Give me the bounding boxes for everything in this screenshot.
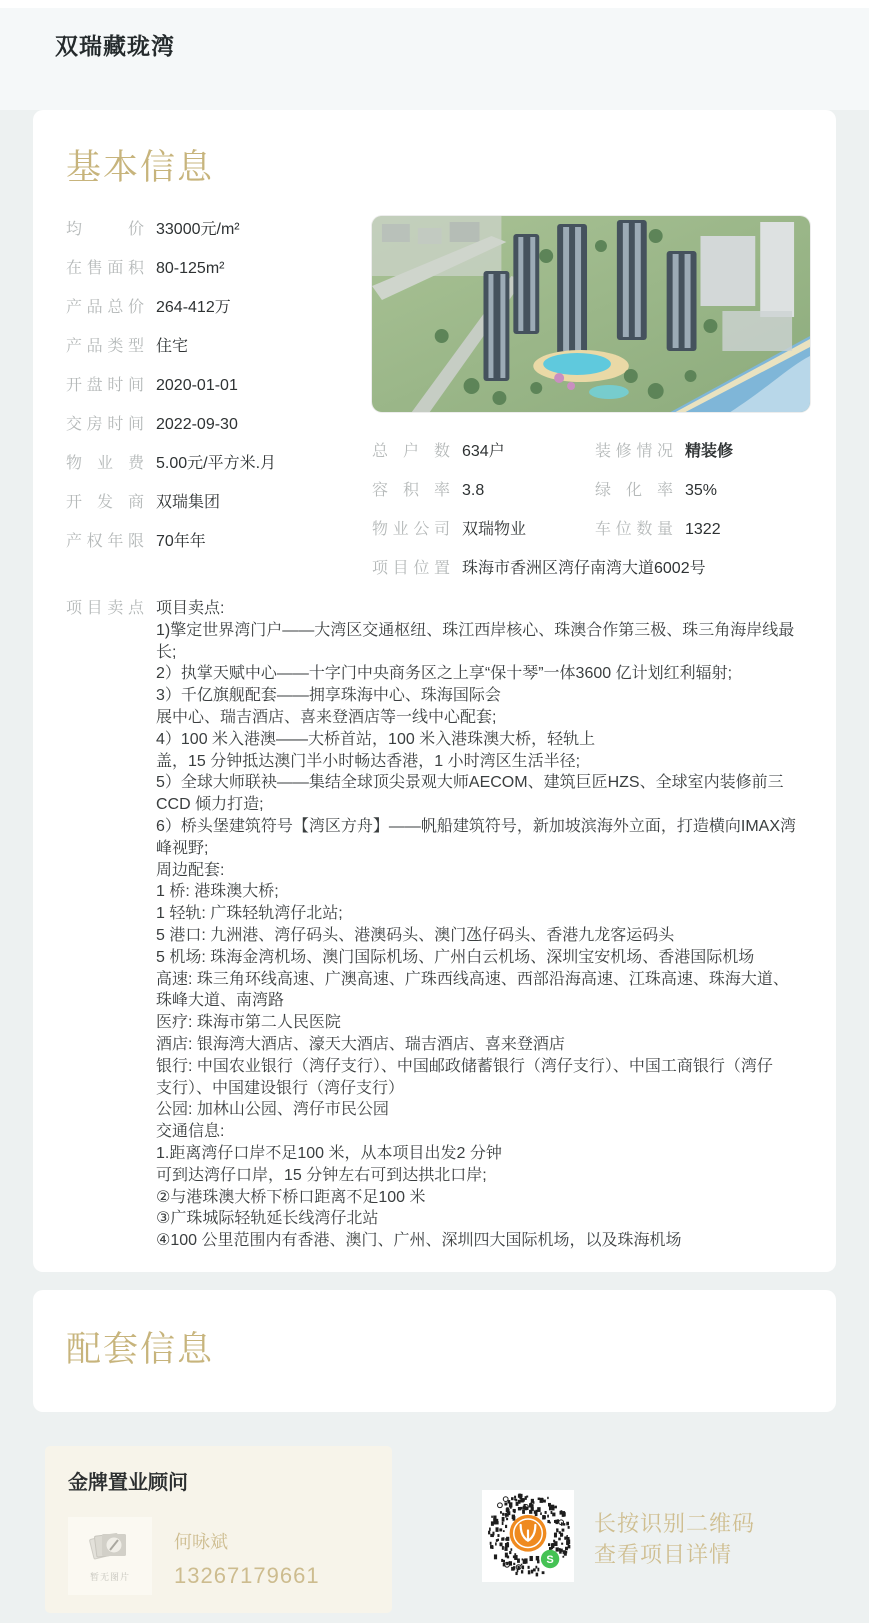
selling-point-line: 周边配套: <box>156 861 225 879</box>
selling-points-text <box>156 598 818 1252</box>
consultant-section <box>45 1446 869 1613</box>
selling-point-line: ②与港珠澳大桥下桥口距离不足100 米 <box>156 1188 426 1206</box>
selling-point-line: 5）全球大师联袂——集结全球顶尖景观大师AECOM、建筑巨匠HZS、全球室内装修前三 <box>156 774 784 792</box>
field-row <box>66 216 372 239</box>
field-label: 产权年限 <box>66 533 144 550</box>
field-row <box>66 411 372 434</box>
selling-points-label: 项目卖点 <box>66 600 144 617</box>
field-value: 住宅 <box>156 338 189 355</box>
selling-point-line: 1)擎定世界湾门户——大湾区交通枢纽、珠江西岸核心、珠澳合作第三极、珠三角海岸线最 <box>156 621 795 639</box>
field-row <box>595 477 810 500</box>
field-value: 2022-09-30 <box>156 416 238 433</box>
svg-text:S: S <box>546 1554 554 1567</box>
field-row <box>66 489 372 512</box>
page-header <box>0 8 869 110</box>
field-row <box>595 438 810 461</box>
consultant-heading: 金牌置业顾问 <box>68 1471 188 1494</box>
field-row <box>66 450 372 473</box>
field-label: 容积率 <box>372 482 450 499</box>
field-label: 装修情况 <box>595 443 673 460</box>
selling-point-line: 5 港口: 九洲港、湾仔码头、港澳码头、澳门氹仔码头、香港九龙客运码头 <box>156 926 675 944</box>
field-value: 634户 <box>462 443 505 460</box>
field-row <box>66 294 372 317</box>
selling-point-line: 3）千亿旗舰配套——拥享珠海中心、珠海国际会 <box>156 687 501 705</box>
consultant-phone[interactable]: 13267179661 <box>174 1562 320 1588</box>
field-value: 33000元/m² <box>156 221 240 238</box>
qr-code[interactable] <box>482 1490 574 1582</box>
field-row <box>66 333 372 356</box>
selling-point-line: 支行）、中国建设银行（湾仔支行） <box>156 1079 405 1097</box>
selling-point-line: 可到达湾仔口岸，15 分钟左右可到达拱北口岸; <box>156 1166 487 1184</box>
selling-point-line: 5 机场: 珠海金湾机场、澳门国际机场、广州白云机场、深圳宝安机场、香港国际机场 <box>156 948 755 966</box>
field-value: 3.8 <box>462 482 485 499</box>
qr-tip-line2: 查看项目详情 <box>594 1541 733 1567</box>
field-value: 5.00元/平方米.月 <box>156 455 277 472</box>
selling-point-line: 4）100 米入港澳——大桥首站，100 米入港珠澳大桥，轻轨上 <box>156 730 596 748</box>
field-row <box>372 516 587 539</box>
field-value: 70年年 <box>156 533 206 550</box>
field-row <box>66 528 372 551</box>
selling-point-line: 医疗: 珠海市第二人民医院 <box>156 1014 341 1032</box>
basic-info-card <box>33 110 836 1272</box>
top-strip <box>0 0 869 8</box>
consultant-panel <box>45 1446 392 1613</box>
facilities-heading: 配套信息 <box>66 1329 215 1369</box>
field-label: 车位数量 <box>595 521 673 538</box>
field-label: 产品总价 <box>66 299 144 316</box>
selling-point-line: ④100 公里范围内有香港、澳门、广州、深圳四大国际机场，以及珠海机场 <box>156 1232 682 1250</box>
no-image-icon <box>88 1529 132 1565</box>
consultant-name: 何咏斌 <box>174 1531 228 1552</box>
selling-point-line: 酒店: 银海湾大酒店、濠天大酒店、瑞吉酒店、喜来登酒店 <box>156 1035 565 1053</box>
field-value: 264-412万 <box>156 299 231 316</box>
selling-point-line: 珠峰大道、南湾路 <box>156 992 285 1010</box>
selling-point-line: 1 轻轨: 广珠轻轨湾仔北站; <box>156 905 343 923</box>
no-image-text: 暂无图片 <box>89 1571 130 1582</box>
field-label: 交房时间 <box>66 416 144 433</box>
field-label: 总户数 <box>372 443 450 460</box>
location-row <box>372 555 810 578</box>
field-row <box>66 255 372 278</box>
field-value: 2020-01-01 <box>156 377 238 394</box>
field-label: 绿化率 <box>595 482 673 499</box>
selling-point-line: 项目卖点: <box>156 600 225 617</box>
field-value: 1322 <box>685 521 721 538</box>
selling-point-line: 1 桥: 港珠澳大桥; <box>156 883 279 901</box>
selling-point-line: 银行: 中国农业银行（湾仔支行）、中国邮政储蓄银行（湾仔支行）、中国工商银行（湾仔 <box>156 1057 773 1075</box>
field-value: 精装修 <box>685 443 734 460</box>
selling-point-line: 公园: 加林山公园、湾仔市民公园 <box>156 1101 389 1119</box>
basic-right-fields <box>372 438 810 555</box>
selling-point-line: 盖，15 分钟抵达澳门半小时畅达香港，1 小时湾区生活半径; <box>156 752 581 770</box>
field-label: 项目位置 <box>372 560 450 577</box>
field-row <box>372 477 587 500</box>
field-label: 物业公司 <box>372 521 450 538</box>
selling-point-line: 1.距离湾仔口岸不足100 米，从本项目出发2 分钟 <box>156 1144 502 1162</box>
field-row <box>66 372 372 395</box>
selling-point-line: ③广珠城际轻轨延长线湾仔北站 <box>156 1210 379 1228</box>
field-label: 在售面积 <box>66 260 144 277</box>
basic-info-heading: 基本信息 <box>66 148 215 187</box>
field-label: 开发商 <box>66 494 144 511</box>
selling-point-line: 长; <box>156 643 177 661</box>
field-value: 珠海市香洲区湾仔南湾大道6002号 <box>462 560 706 577</box>
field-value: 80-125m² <box>156 260 225 277</box>
field-row <box>595 516 810 539</box>
page-title: 双瑞藏珑湾 <box>55 33 175 59</box>
facilities-card <box>33 1290 836 1412</box>
selling-point-line: CCD 倾力打造; <box>156 796 264 814</box>
property-rendering-image <box>372 216 810 412</box>
selling-point-line: 6）桥头堡建筑符号【湾区方舟】——帆船建筑符号，新加坡滨海外立面，打造横向IMAX湾 <box>156 817 797 835</box>
field-label: 均价 <box>66 221 144 238</box>
qr-code-svg <box>482 1490 574 1582</box>
selling-point-line: 展中心、瑞吉酒店、喜来登酒店等一线中心配套; <box>156 708 497 726</box>
selling-point-line: 高速: 珠三角环线高速、广澳高速、广珠西线高速、西部沿海高速、江珠高速、珠海大道、 <box>156 970 789 988</box>
field-value: 35% <box>685 482 718 499</box>
qr-tip-text <box>594 1508 755 1570</box>
selling-point-line: 交通信息: <box>156 1123 225 1141</box>
selling-point-line: 峰视野; <box>156 839 209 857</box>
field-value: 双瑞物业 <box>462 521 527 538</box>
basic-right-column <box>372 216 818 594</box>
field-label: 物业费 <box>66 455 144 472</box>
field-label: 开盘时间 <box>66 377 144 394</box>
field-value: 双瑞集团 <box>156 494 221 511</box>
consultant-photo-placeholder <box>68 1517 152 1595</box>
selling-points-section <box>50 598 818 1252</box>
field-label: 产品类型 <box>66 338 144 355</box>
field-row <box>372 438 587 461</box>
basic-left-fields <box>50 216 372 594</box>
selling-point-line: 2）执掌天赋中心——十字门中央商务区之上享“保十琴”一体3600 亿计划红利辐射; <box>156 665 733 683</box>
qr-tip-line1: 长按识别二维码 <box>594 1510 756 1536</box>
